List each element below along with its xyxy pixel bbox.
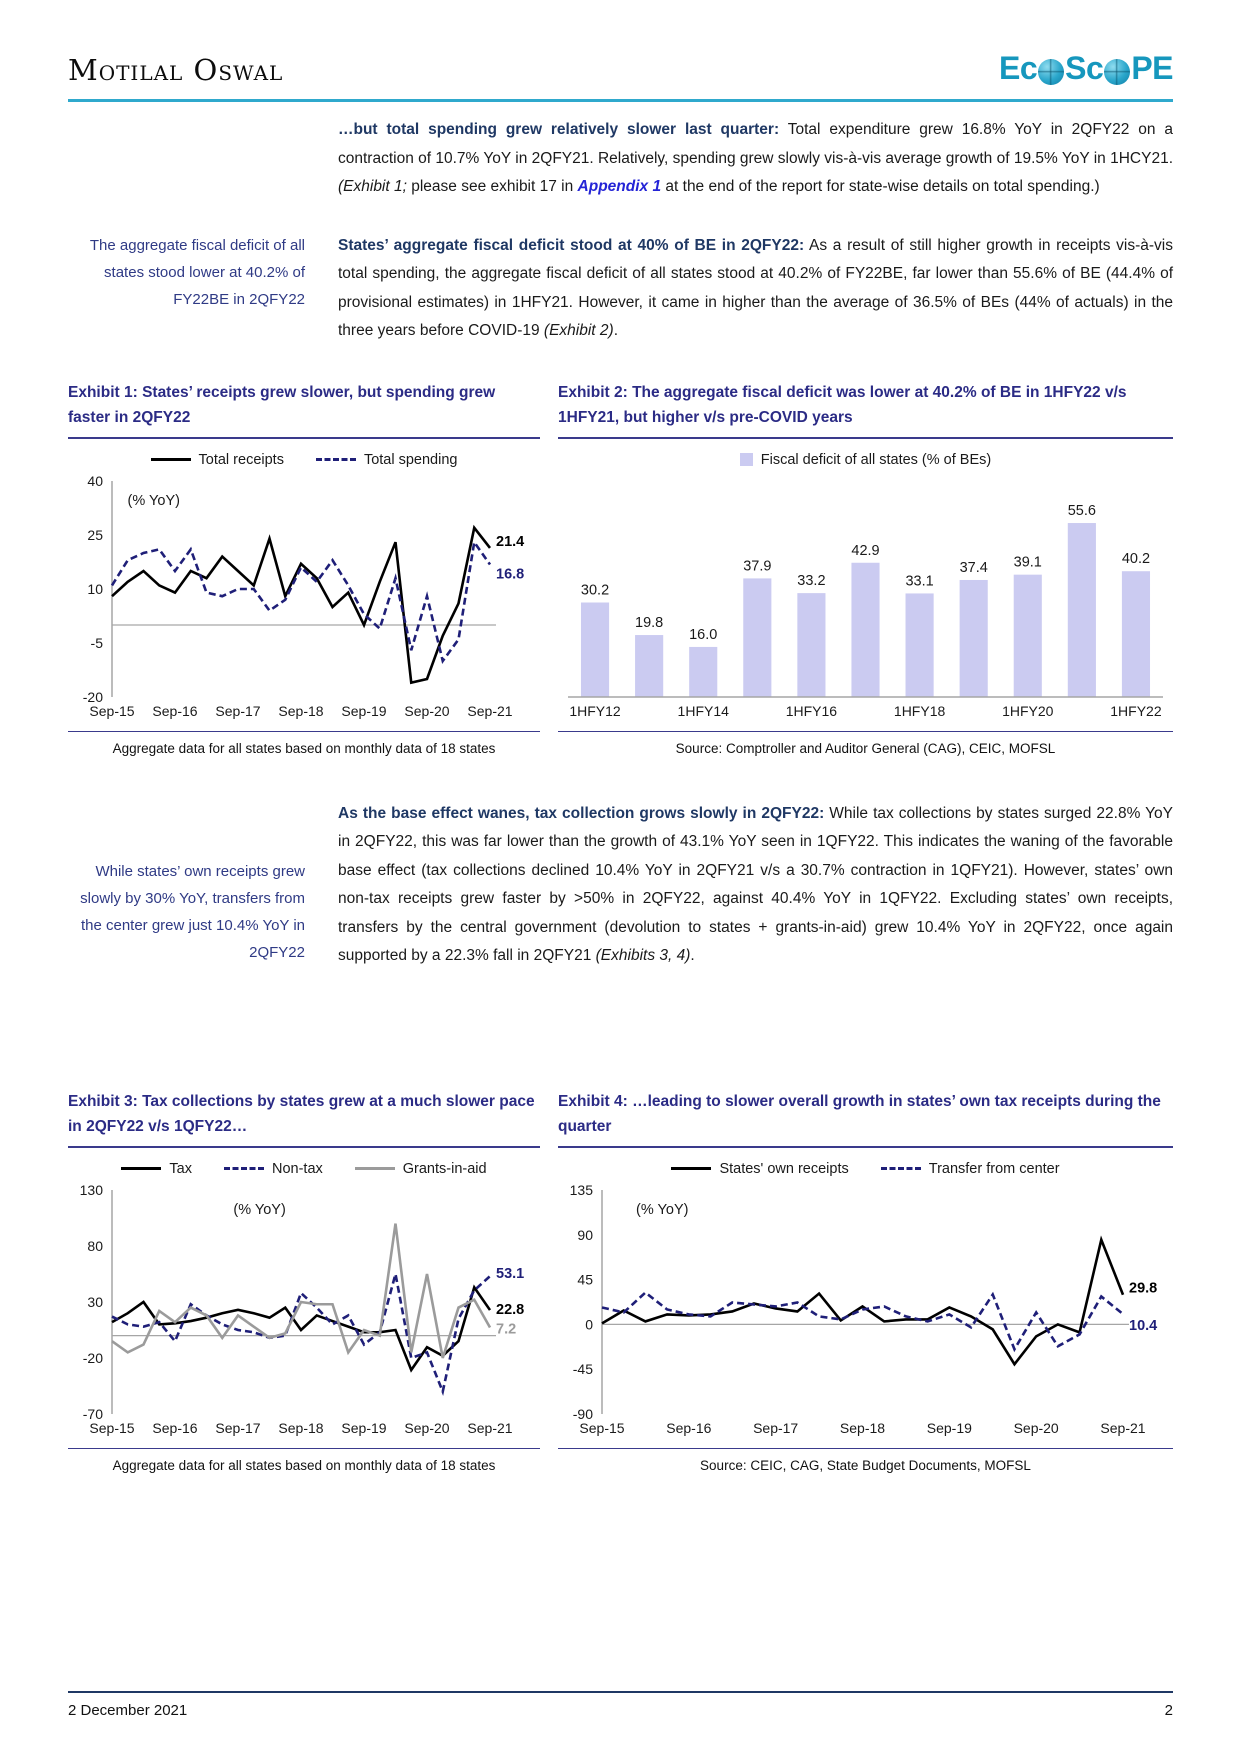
paragraph-row-tax-collection xyxy=(0,800,1241,971)
paragraph-body: at the end of the report for state-wise details on total spending.) xyxy=(661,178,1100,195)
svg-text:Sep-21: Sep-21 xyxy=(467,702,513,719)
header-rule xyxy=(68,99,1173,102)
exhibit-3 xyxy=(68,1089,540,1473)
exhibit-3-legend: Tax Non-tax Grants-in-aid xyxy=(68,1158,540,1180)
side-column-empty xyxy=(68,116,305,202)
paragraph-body: please see exhibit 17 in xyxy=(406,178,578,195)
exhibit-4-title: Exhibit 4: …leading to slower overall growth in states’ own tax receipts during the quarter xyxy=(558,1089,1173,1148)
svg-text:Sep-19: Sep-19 xyxy=(926,1419,972,1436)
svg-text:Sep-15: Sep-15 xyxy=(579,1419,625,1436)
svg-text:16.8: 16.8 xyxy=(496,566,525,583)
svg-text:Sep-18: Sep-18 xyxy=(278,1419,324,1436)
svg-text:Sep-17: Sep-17 xyxy=(215,702,261,719)
svg-text:37.4: 37.4 xyxy=(959,559,988,576)
svg-text:1HFY22: 1HFY22 xyxy=(1110,702,1162,719)
exhibit-1-source: Aggregate data for all states based on monthly data of 18 states xyxy=(112,740,496,756)
svg-text:Sep-16: Sep-16 xyxy=(666,1419,712,1436)
footer-date: 2 December 2021 xyxy=(68,1702,188,1719)
svg-text:Sep-15: Sep-15 xyxy=(89,702,135,719)
svg-text:55.6: 55.6 xyxy=(1067,502,1096,519)
exhibit-4-chart xyxy=(558,1158,1173,1440)
svg-text:(% YoY): (% YoY) xyxy=(127,492,180,509)
exhibit-1-chart xyxy=(68,449,540,723)
svg-text:80: 80 xyxy=(87,1237,103,1254)
paragraph-fiscal-deficit xyxy=(338,232,1173,346)
exhibit-3-source: Aggregate data for all states based on monthly data of 18 states xyxy=(112,1457,496,1473)
svg-text:Sep-19: Sep-19 xyxy=(341,702,387,719)
exhibit-reference: (Exhibits 3, 4) xyxy=(595,947,691,964)
svg-text:135: 135 xyxy=(569,1181,593,1198)
exhibit-1-title: Exhibit 1: States’ receipts grew slower, but spending grew faster in 2QFY22 xyxy=(68,380,540,439)
line-chart-tax-nontax-grants xyxy=(68,1182,540,1440)
svg-text:22.8: 22.8 xyxy=(496,1301,525,1318)
motilal-oswal-logo: Motilal Oswal xyxy=(68,53,284,87)
svg-text:42.9: 42.9 xyxy=(851,542,880,559)
paragraph-body: Total expenditure grew 16.8% YoY in 2QFY22 on a contraction of 10.7% YoY in 2QFY21. Relatively, spending grew slowly vis-à-vis average growth of 19.5% YoY in 1HCY21. xyxy=(338,121,1173,167)
ecoscope-logo xyxy=(999,50,1173,87)
svg-text:Sep-20: Sep-20 xyxy=(404,1419,450,1436)
svg-text:Sep-17: Sep-17 xyxy=(215,1419,261,1436)
svg-text:16.0: 16.0 xyxy=(689,626,718,643)
svg-text:19.8: 19.8 xyxy=(635,614,664,631)
svg-text:Sep-21: Sep-21 xyxy=(467,1419,513,1436)
exhibit-4-legend: States' own receipts Transfer from center xyxy=(558,1158,1173,1180)
svg-text:-45: -45 xyxy=(572,1360,593,1377)
globe-icon xyxy=(1104,59,1130,85)
exhibit-4-source: Source: CEIC, CAG, State Budget Documents, MOFSL xyxy=(700,1457,1031,1473)
exhibit-2-chart xyxy=(558,449,1173,723)
svg-text:Sep-21: Sep-21 xyxy=(1100,1419,1146,1436)
exhibit-4 xyxy=(558,1089,1173,1473)
svg-text:25: 25 xyxy=(87,526,103,543)
svg-text:Sep-16: Sep-16 xyxy=(152,1419,198,1436)
paragraph-spending-growth xyxy=(338,116,1173,202)
line-chart-receipts-spending xyxy=(68,473,540,723)
svg-text:10: 10 xyxy=(87,580,103,597)
page-footer xyxy=(68,1691,1173,1719)
paragraph-body: While tax collections by states surged 22.8% YoY in 2QFY22, this was far lower than the growth of 43.1% YoY seen in 1QFY22. This indicates the waning of the favorable base effect (tax collections declined 10.4% YoY in 2QFY21 v/s a 30.7% contraction in 1QFY21). However, states’ own non-tax receipts grew faster by >50% in 2QFY22, against 40.4% YoY in 1QFY22. Excluding states’ own receipts, transfers by the central government (devolution to states + grants-in-aid) grew 10.4% YoY in 2QFY22, once again supported by a 22.3% fall in 2QFY21 xyxy=(338,804,1173,964)
svg-text:29.8: 29.8 xyxy=(1129,1280,1158,1297)
svg-text:-70: -70 xyxy=(82,1405,103,1422)
svg-text:33.1: 33.1 xyxy=(905,572,934,589)
appendix-1-link[interactable]: Appendix 1 xyxy=(577,178,662,195)
svg-text:7.2: 7.2 xyxy=(496,1321,517,1338)
exhibit-row-2 xyxy=(0,1089,1241,1473)
svg-text:1HFY18: 1HFY18 xyxy=(893,702,946,719)
paragraph-tax-collection xyxy=(338,800,1173,971)
svg-text:Sep-18: Sep-18 xyxy=(839,1419,886,1436)
paragraph-body: . xyxy=(690,947,695,964)
bar-chart-fiscal-deficit xyxy=(558,473,1173,723)
svg-text:(% YoY): (% YoY) xyxy=(636,1201,689,1218)
paragraph-body: . xyxy=(613,322,618,339)
svg-text:Sep-18: Sep-18 xyxy=(278,702,324,719)
svg-text:1HFY16: 1HFY16 xyxy=(785,702,838,719)
svg-text:Sep-20: Sep-20 xyxy=(404,702,450,719)
svg-text:-20: -20 xyxy=(82,1349,103,1366)
ecoscope-text-pe: PE xyxy=(1131,50,1173,86)
paragraph-body: As a result of still higher growth in receipts vis-à-vis total spending, the aggregate fiscal deficit of all states stood at 40.2% of FY22BE, far lower than 55.6% of BE (44.4% of provisional estimates) in 1HFY21. However, it came in higher than the average of 36.5% of BEs (44% of actuals) in the three years before COVID-19 xyxy=(338,236,1173,339)
svg-text:0: 0 xyxy=(585,1315,593,1332)
svg-text:10.4: 10.4 xyxy=(1129,1317,1158,1334)
sidenote-own-receipts: While states’ own receipts grew slowly by 30% YoY, transfers from the center grew just 10.4% YoY in 2QFY22 xyxy=(80,862,305,961)
svg-text:30: 30 xyxy=(87,1293,103,1310)
svg-text:53.1: 53.1 xyxy=(496,1265,525,1282)
svg-text:40.2: 40.2 xyxy=(1121,550,1151,567)
ecoscope-text-ec: Ec xyxy=(999,50,1038,86)
exhibit-2 xyxy=(558,380,1173,756)
exhibit-reference: (Exhibit 2) xyxy=(543,322,614,339)
svg-text:Sep-15: Sep-15 xyxy=(89,1419,135,1436)
svg-text:1HFY20: 1HFY20 xyxy=(1002,702,1054,719)
svg-text:-20: -20 xyxy=(82,688,103,705)
footer-rule xyxy=(68,1691,1173,1693)
svg-text:90: 90 xyxy=(577,1226,593,1243)
svg-text:Sep-17: Sep-17 xyxy=(753,1419,799,1436)
footer-page-number: 2 xyxy=(1164,1702,1173,1719)
paragraph-lead: As the base effect wanes, tax collection grows slowly in 2QFY22: xyxy=(338,804,825,822)
svg-text:37.9: 37.9 xyxy=(743,557,772,574)
paragraph-row-spending xyxy=(0,116,1241,202)
svg-text:Sep-16: Sep-16 xyxy=(152,702,198,719)
svg-text:Sep-20: Sep-20 xyxy=(1013,1419,1059,1436)
exhibit-1 xyxy=(68,380,540,756)
exhibit-2-title: Exhibit 2: The aggregate fiscal deficit was lower at 40.2% of BE in 1HFY22 v/s 1HFY21, but higher v/s pre-COVID years xyxy=(558,380,1173,439)
paragraph-row-fiscal-deficit xyxy=(0,232,1241,346)
exhibit-2-legend: Fiscal deficit of all states (% of BEs) xyxy=(558,449,1173,471)
svg-text:Sep-19: Sep-19 xyxy=(341,1419,387,1436)
line-chart-own-receipts-transfers xyxy=(558,1182,1173,1440)
svg-text:1HFY14: 1HFY14 xyxy=(677,702,729,719)
ecoscope-text-sc: Sc xyxy=(1065,50,1104,86)
exhibit-1-legend: Total receipts Total spending xyxy=(68,449,540,471)
svg-text:39.1: 39.1 xyxy=(1013,554,1042,571)
svg-text:-90: -90 xyxy=(572,1405,593,1422)
page-header xyxy=(0,0,1241,99)
paragraph-lead: …but total spending grew relatively slower last quarter: xyxy=(338,121,780,138)
paragraph-lead: States’ aggregate fiscal deficit stood at 40% of BE in 2QFY22: xyxy=(338,236,805,254)
svg-text:45: 45 xyxy=(577,1271,593,1288)
sidenote-fiscal-deficit: The aggregate fiscal deficit of all states stood lower at 40.2% of FY22BE in 2QFY22 xyxy=(89,236,305,308)
svg-text:130: 130 xyxy=(79,1181,103,1198)
svg-text:1HFY12: 1HFY12 xyxy=(569,702,621,719)
exhibit-3-chart xyxy=(68,1158,540,1440)
svg-text:33.2: 33.2 xyxy=(797,572,826,589)
svg-text:(% YoY): (% YoY) xyxy=(233,1201,286,1218)
svg-text:40: 40 xyxy=(87,472,103,489)
exhibit-row-1 xyxy=(0,380,1241,756)
exhibit-3-title: Exhibit 3: Tax collections by states grew at a much slower pace in 2QFY22 v/s 1QFY22… xyxy=(68,1089,540,1148)
svg-text:21.4: 21.4 xyxy=(496,533,525,550)
globe-icon xyxy=(1038,59,1064,85)
svg-text:-5: -5 xyxy=(90,634,103,651)
svg-text:30.2: 30.2 xyxy=(580,582,610,599)
exhibit-reference: (Exhibit 1; xyxy=(338,178,407,195)
exhibit-2-source: Source: Comptroller and Auditor General (CAG), CEIC, MOFSL xyxy=(675,740,1056,756)
